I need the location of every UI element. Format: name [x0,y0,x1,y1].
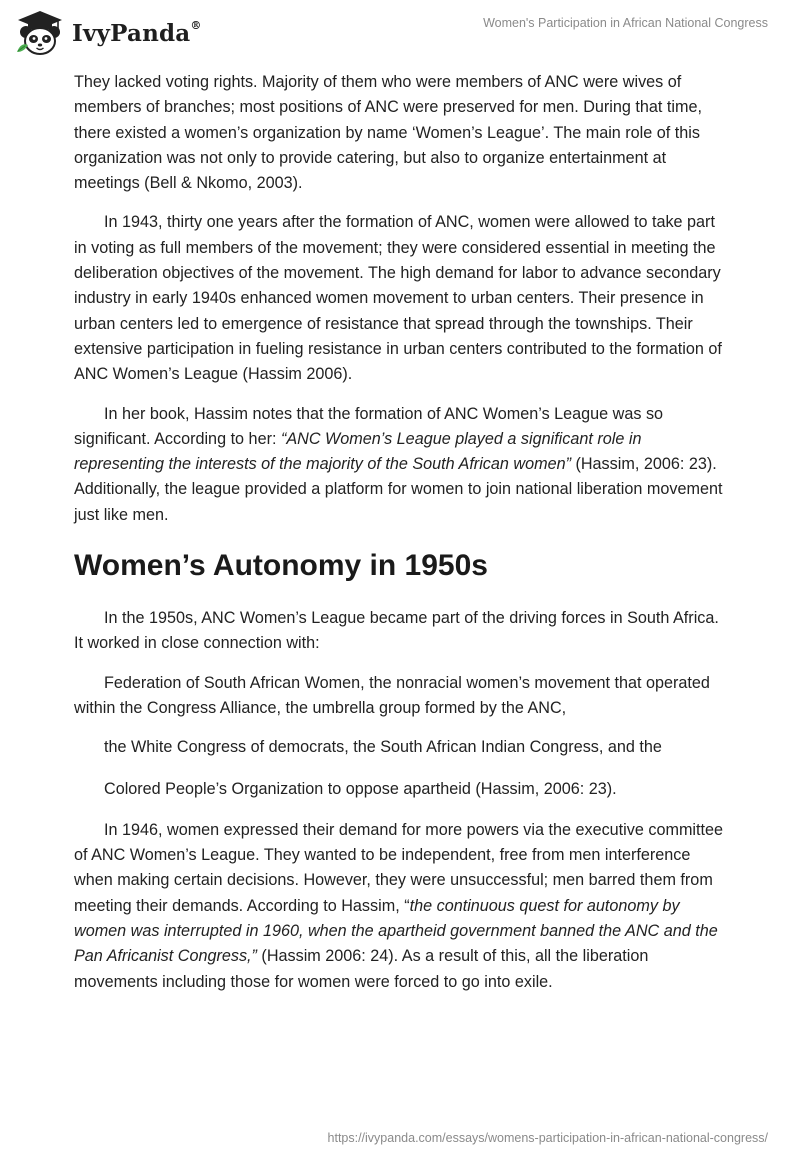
quote: “ANC Women’s League played a significant role in representing the interests of the majority of the South African women” [74,429,642,474]
panda-graduate-icon [14,8,66,58]
logo-wordmark: IvyPanda® [72,18,202,47]
ivypanda-logo[interactable] [14,8,202,58]
paragraph: Colored People’s Organization to oppose apartheid (Hassim, 2006: 23). [104,779,617,798]
paragraph: In 1943, thirty one years after the formation of ANC, women were allowed to take part in voting as full members of the movement; they were considered essential in meeting the deliberation objectives of the movement. The high demand for labor to advance secondary industry in early 1940s enhanced women movement to urban centers. Their presence in urban centers led to emergence of resistance that spread through the townships. Their extensive participation in fueling resistance in urban centers contributed to the formation of ANC Women’s League (Hassim 2006). [74,213,722,384]
quote: the continuous quest for autonomy by women was interrupted in 1960, when the apartheid government banned the ANC and the Pan Africanist Congress,” [74,896,718,966]
paragraph: In 1946, women expressed their demand for more powers via the executive committee of ANC Women’s League. They wanted to be independent, free from men interference when making certain decisions. However, they were unsuccessful; men barred them from meeting their demands. According to Hassim, “the continuous quest for autonomy by women was interrupted in 1960, when the apartheid government banned the ANC and the Pan Africanist Congress,” (Hassim 2006: 24). As a result of this, all the liberation movements including those for women were forced to go into exile. [74,820,724,991]
essay-body [74,70,724,1009]
source-url[interactable]: https://ivypanda.com/essays/womens-participation-in-african-national-congress/ [327,1131,768,1145]
section-heading: Women’s Autonomy in 1950s [74,549,488,583]
paragraph: In the 1950s, ANC Women’s League became part of the driving forces in South Africa. It worked in close connection with: [74,609,719,653]
document-title: Women's Participation in African National Congress [483,16,768,30]
page-header [0,0,800,62]
paragraph: the White Congress of democrats, the South African Indian Congress, and the [104,738,662,757]
paragraph: In her book, Hassim notes that the formation of ANC Women’s League was so significant. According to her: “ANC Women’s League played a significant role in representing the interests of the majority of the South African women” (Hassim, 2006: 23). Additionally, the league provided a platform for women to join national liberation movement just like men. [74,404,723,524]
paragraph: They lacked voting rights. Majority of them who were members of ANC were wives of members of branches; most positions of ANC were preserved for men. During that time, there existed a women’s organization by name ‘Women’s League’. The main role of this organization was not only to provide catering, but also to organize entertainment at meetings (Bell & Nkomo, 2003). [74,73,702,193]
paragraph: Federation of South African Women, the nonracial women’s movement that operated within the Congress Alliance, the umbrella group formed by the ANC, [74,673,710,717]
